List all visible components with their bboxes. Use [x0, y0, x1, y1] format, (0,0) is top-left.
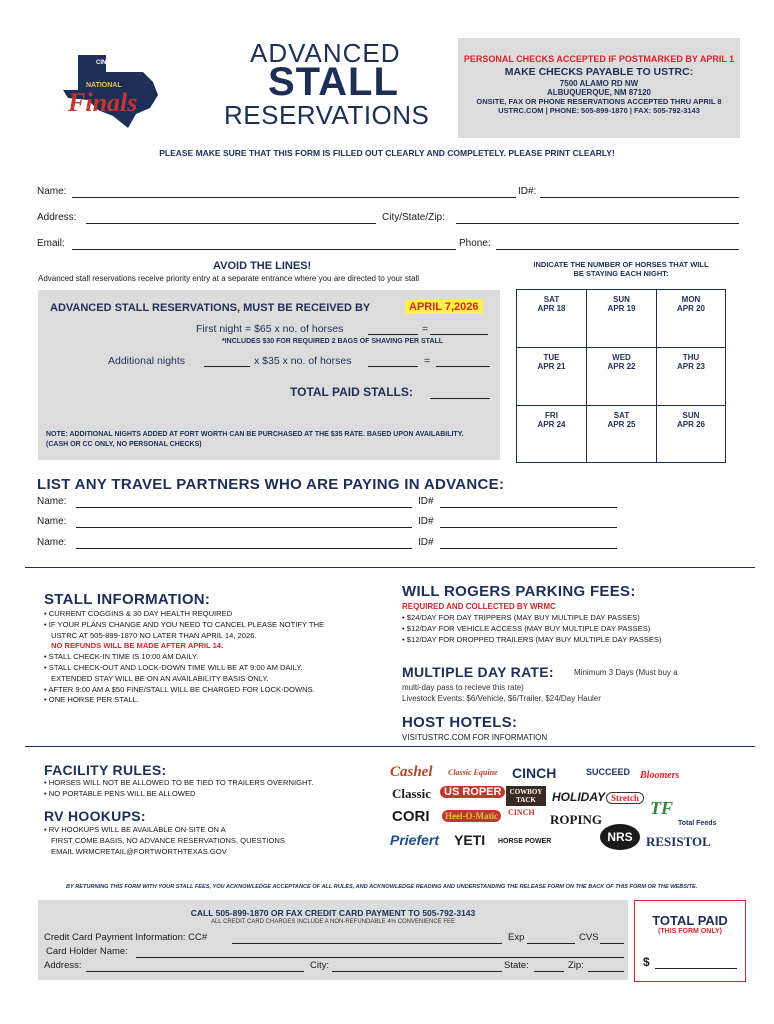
night-date: APR 25 [607, 420, 636, 429]
night-cell[interactable] [517, 290, 587, 348]
facility-title: FACILITY RULES: [44, 762, 167, 778]
sponsor-logo: HORSE POWER [498, 838, 552, 845]
name-label: Name: [37, 186, 67, 197]
cvs-label: CVS [579, 932, 599, 943]
total-paid-dollar: $ [643, 955, 650, 969]
hotels-title: HOST HOTELS: [402, 714, 518, 731]
holder-label: Card Holder Name: [46, 946, 128, 957]
stall-info-item: • AFTER 9:00 AM A $50 FINE/STALL WILL BE CHARGED FOR LOCK-DOWNS. [44, 684, 315, 694]
city-state-zip-label: City/State/Zip: [382, 212, 445, 223]
multi-day-text3: Livestock Events: $6/Vehicle, $6/Trailer, $24/Day Hauler [402, 694, 601, 703]
title-line3: RESERVATIONS [224, 100, 430, 130]
billing-city-label: City: [310, 960, 329, 971]
multi-day-text2: multi-day pass to recieve this rate) [402, 683, 524, 692]
parking-item: • $24/DAY FOR DAY TRIPPERS (MAY BUY MULTIPLE DAY PASSES) [402, 613, 640, 622]
phone-label: Phone: [459, 238, 491, 249]
night-cell[interactable] [517, 348, 587, 406]
exp-field[interactable] [527, 943, 575, 944]
partner-id-field[interactable] [440, 527, 617, 528]
total-paid-stalls-field[interactable] [430, 398, 490, 399]
facility-item: • HORSES WILL NOT BE ALLOWED TO BE TIED TO TRAILERS OVERNIGHT. [44, 778, 314, 787]
sponsor-logo: NRS [600, 824, 640, 850]
facility-list [44, 778, 364, 800]
sponsor-logo: Heel-O-Matic [442, 810, 501, 822]
sponsor-logos [388, 762, 718, 854]
deadline-label: ADVANCED STALL RESERVATIONS, MUST BE RECEIVED BY [50, 302, 371, 314]
mail-address-1: 7500 ALAMO RD NW [559, 79, 639, 88]
cc-field[interactable] [232, 943, 502, 944]
shaving-note: *INCLUDES $30 FOR REQUIRED 2 BAGS OF SHAVING PER STALL [222, 338, 444, 345]
sponsor-logo: CINCH [508, 808, 535, 817]
disclaimer: BY RETURNING THIS FORM WITH YOUR STALL FEES, YOU ACKNOWLEDGE ACCEPTANCE OF ALL RULES, AND ACKNOWLEDGE READING AND UNDERSTANDING THE RELEASE FORM ON THE BACK OF THIS FORM OR THE WEBSITE. [66, 884, 698, 890]
additional-equals: = [424, 355, 431, 367]
contact-info: USTRC.COM | PHONE: 505-899-1870 | FAX: 505-792-3143 [498, 106, 700, 115]
title-line1: ADVANCED [250, 38, 401, 68]
additional-nights-rate: x $35 x no. of horses [254, 355, 352, 367]
first-night-text: First night = $65 x no. of horses [196, 323, 344, 335]
partner-id-label: ID# [418, 516, 434, 527]
night-date: APR 20 [676, 304, 705, 313]
billing-address-field[interactable] [86, 971, 304, 972]
night-day: SUN [613, 295, 630, 304]
divider [25, 746, 755, 747]
stall-info-item: • STALL CHECK-OUT AND LOCK-DOWN TIME WILL BE AT 9:00 AM DAILY. [44, 662, 303, 672]
night-date: APR 22 [607, 362, 636, 371]
email-label: Email: [37, 238, 65, 249]
stall-info-title: STALL INFORMATION: [44, 591, 211, 608]
logo-top-text: CINCH [96, 60, 115, 66]
partner-name-field[interactable] [76, 507, 412, 508]
sponsor-logo: ROPING [550, 812, 602, 827]
night-day: FRI [545, 411, 558, 420]
rv-item: FIRST COME BASIS, NO ADVANCE RESERVATIONS, QUESTIONS [51, 835, 285, 845]
sponsor-logo: Bloomers [640, 770, 680, 781]
sponsor-logo: CORI [392, 808, 430, 825]
total-paid-stalls-label: TOTAL PAID STALLS: [290, 385, 413, 399]
night-date: APR 21 [537, 362, 566, 371]
sponsor-logo: Classic Equine [448, 768, 498, 777]
event-logo [58, 50, 168, 130]
night-day: SUN [682, 411, 700, 420]
night-day: MON [681, 295, 701, 304]
title-line2: STALL [268, 60, 399, 104]
onsite-notice: ONSITE, FAX OR PHONE RESERVATIONS ACCEPTED THRU APRIL 8 [476, 97, 722, 106]
sponsor-logo: Classic [392, 786, 431, 801]
payable-to: MAKE CHECKS PAYABLE TO USTRC: [504, 66, 694, 78]
cvs-field[interactable] [600, 943, 624, 944]
reservation-box [38, 290, 500, 460]
night-cell[interactable] [657, 348, 725, 406]
logo-sub-text: NATIONAL [86, 82, 122, 89]
additional-nights-note: NOTE: ADDITIONAL NIGHTS ADDED AT FORT WORTH CAN BE PURCHASED AT THE $35 RATE. BASED UPON AVAILABILITY. (CASH OR CC ONLY, NO PERSONAL CHECKS) [46, 431, 464, 448]
first-night-equals: = [422, 323, 429, 335]
billing-state-field[interactable] [534, 971, 564, 972]
partner-id-field[interactable] [440, 548, 617, 549]
sponsor-logo: CINCH [512, 765, 557, 781]
night-date: APR 26 [676, 420, 705, 429]
night-cell[interactable] [587, 290, 657, 348]
parking-item: • $12/DAY FOR DROPPED TRAILERS (MAY BUY MULTIPLE DAY PASSES) [402, 634, 662, 644]
stall-info-item: USTRC AT 505-899-1870 NO LATER THAN APRIL 14, 2026. [51, 630, 257, 640]
total-paid-box [634, 900, 746, 982]
partners-title: LIST ANY TRAVEL PARTNERS WHO ARE PAYING IN ADVANCE: [37, 476, 505, 493]
name-field[interactable] [72, 197, 516, 198]
address-label: Address: [37, 212, 77, 223]
sponsor-logo: YETI [454, 832, 486, 848]
mail-address-2: ALBUQUERQUE, NM 87120 [546, 88, 652, 97]
sponsor-logo: COWBOY TACK [506, 786, 546, 806]
billing-state-label: State: [504, 960, 529, 971]
night-cell[interactable] [587, 348, 657, 406]
stall-info-item: EXTENDED STAY WILL BE ON AN AVAILABILITY BASIS ONLY. [51, 673, 269, 683]
phone-field[interactable] [496, 249, 739, 250]
partner-name-label: Name: [37, 496, 67, 507]
checks-notice: PERSONAL CHECKS ACCEPTED IF POSTMARKED BY APRIL 1 [463, 54, 735, 64]
city-state-zip-field[interactable] [456, 223, 739, 224]
rv-title: RV HOOKUPS: [44, 808, 146, 824]
id-field[interactable] [540, 197, 739, 198]
sponsor-logo: HOLIDAY [552, 790, 606, 804]
rv-item: EMAIL WRMCRETAIL@FORTWORTHTEXAS.GOV [51, 846, 227, 856]
payment-fee-note: ALL CREDIT CARD CHARGES INCLUDE A NON-REFUNDABLE 4% CONVENIENCE FEE [210, 919, 456, 925]
avoid-title: AVOID THE LINES! [213, 260, 312, 272]
night-date: APR 24 [537, 420, 566, 429]
partner-name-label: Name: [37, 537, 67, 548]
billing-address-label: Address: [44, 960, 82, 971]
night-cell[interactable] [517, 406, 587, 462]
stall-info-item: • STALL CHECK-IN TIME IS 10:00 AM DAILY. [44, 652, 199, 662]
stall-info-item: • ONE HORSE PER STALL. [44, 695, 139, 705]
instruction-text: PLEASE MAKE SURE THAT THIS FORM IS FILLED OUT CLEARLY AND COMPLETELY. PLEASE PRINT CLEARLY! [159, 148, 615, 158]
multi-day-title: MULTIPLE DAY RATE: [402, 664, 554, 680]
sponsor-logo: US ROPER [440, 786, 505, 798]
header-info-box [458, 38, 740, 138]
payment-call: CALL 505-899-1870 OR FAX CREDIT CARD PAYMENT TO 505-792-3143 [190, 908, 476, 918]
partner-id-label: ID# [418, 537, 434, 548]
logo-main-text: Finals [68, 88, 138, 117]
partner-name-field[interactable] [76, 527, 412, 528]
sponsor-logo: Priefert [390, 832, 440, 848]
multi-day-text1: Minimum 3 Days (Must buy a [574, 668, 678, 677]
additional-total-field[interactable] [436, 366, 490, 367]
additional-horses-field[interactable] [368, 366, 418, 367]
sponsor-logo: Stretch [606, 792, 644, 804]
night-date: APR 19 [607, 304, 636, 313]
holder-field[interactable] [136, 957, 624, 958]
night-day: WED [612, 353, 631, 362]
hotels-text: VISITUSTRC.COM FOR INFORMATION [402, 733, 548, 742]
stall-info-item: • IF YOUR PLANS CHANGE AND YOU NEED TO CANCEL PLEASE NOTIFY THE [44, 619, 325, 629]
nights-title: INDICATE THE NUMBER OF HORSES THAT WILL BE STAYING EACH NIGHT: [533, 260, 709, 278]
night-day: SAT [613, 411, 630, 420]
parking-title: WILL ROGERS PARKING FEES: [402, 583, 636, 600]
total-paid-sub: (THIS FORM ONLY) [658, 928, 722, 935]
deadline-date: APRIL 7,2026 [405, 300, 483, 314]
sponsor-logo: TF [650, 798, 674, 818]
first-night-total-field[interactable] [430, 334, 488, 335]
night-date: APR 23 [676, 362, 705, 371]
billing-zip-label: Zip: [568, 960, 584, 971]
night-cell[interactable] [587, 406, 657, 462]
night-day: TUE [543, 353, 560, 362]
partner-name-field[interactable] [76, 548, 412, 549]
rv-list [44, 825, 364, 857]
billing-city-field[interactable] [332, 971, 502, 972]
partner-id-field[interactable] [440, 507, 617, 508]
cc-label: Credit Card Payment Information: CC# [44, 932, 208, 943]
nights-grid [516, 289, 726, 463]
facility-item: • NO PORTABLE PENS WILL BE ALLOWED [44, 788, 196, 798]
first-night-horses-field[interactable] [368, 334, 418, 335]
exp-label: Exp [508, 932, 525, 943]
address-field[interactable] [86, 223, 376, 224]
parking-list [402, 613, 732, 645]
rv-item: • RV HOOKUPS WILL BE AVAILABLE ON-SITE ON A [44, 825, 226, 834]
partner-id-label: ID# [418, 496, 434, 507]
total-paid-field[interactable] [655, 968, 737, 969]
partner-name-label: Name: [37, 516, 67, 527]
parking-item: • $12/DAY FOR VEHICLE ACCESS (MAY BUY MULTIPLE DAY PASSES) [402, 623, 651, 633]
billing-zip-field[interactable] [588, 971, 624, 972]
avoid-text: Advanced stall reservations receive priority entry at a separate entrance where you are directed to your stall [38, 274, 420, 283]
night-date: APR 18 [537, 304, 566, 313]
sponsor-logo: Cashel [390, 764, 433, 780]
additional-nights-field[interactable] [204, 366, 250, 367]
night-day: SAT [543, 295, 560, 304]
email-field[interactable] [72, 249, 456, 250]
night-cell[interactable] [657, 290, 725, 348]
night-day: THU [682, 353, 700, 362]
night-cell[interactable] [657, 406, 725, 462]
sponsor-logo: RESISTOL [646, 834, 711, 849]
payment-box [38, 900, 628, 980]
additional-nights-label: Additional nights [108, 355, 186, 367]
parking-subtitle: REQUIRED AND COLLECTED BY WRMC [402, 602, 556, 611]
stall-info-item: • CURRENT COGGINS & 30 DAY HEALTH REQUIRED [44, 609, 233, 618]
id-label: ID#: [518, 186, 537, 197]
stall-info-list [44, 609, 354, 706]
no-refunds-notice: NO REFUNDS WILL BE MADE AFTER APRIL 14. [51, 641, 224, 651]
divider [25, 567, 755, 568]
total-paid-title: TOTAL PAID [652, 913, 728, 928]
sponsor-logo: SUCCEED [586, 767, 631, 777]
sponsor-logo: Total Feeds [678, 820, 717, 827]
